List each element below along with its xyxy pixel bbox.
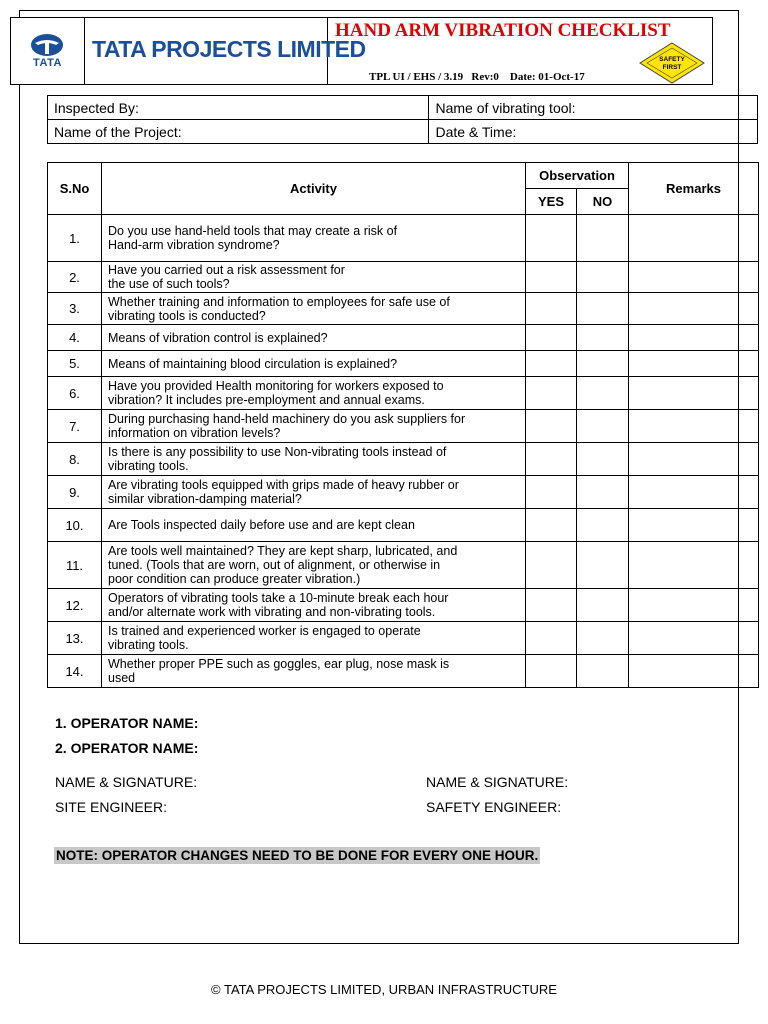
table-row: [48, 509, 759, 542]
row-activity: Means of vibration control is explained?: [102, 325, 526, 351]
row-remarks-cell[interactable]: [629, 377, 759, 410]
row-yes-cell[interactable]: [526, 410, 577, 443]
row-yes-cell[interactable]: [526, 293, 577, 325]
table-row: [48, 410, 759, 443]
row-yes-cell[interactable]: [526, 589, 577, 622]
table-row: [48, 542, 759, 589]
header-remarks: Remarks: [629, 163, 759, 215]
badge-line-1: SAFETY: [659, 56, 685, 63]
safety-signature-label: NAME & SIGNATURE:: [426, 774, 569, 790]
row-no-cell[interactable]: [577, 262, 629, 293]
row-no-cell[interactable]: [577, 293, 629, 325]
row-sno: 5.: [48, 351, 102, 377]
row-yes-cell[interactable]: [526, 443, 577, 476]
header-activity: Activity: [102, 163, 526, 215]
vibrating-tool-field[interactable]: Name of vibrating tool:: [429, 96, 758, 120]
row-activity: Is trained and experienced worker is engaged to operate vibrating tools.: [102, 622, 526, 655]
row-no-cell[interactable]: [577, 655, 629, 688]
checklist-title: HAND ARM VIBRATION CHECKLIST: [335, 20, 671, 41]
table-row: [48, 476, 759, 509]
row-activity: Is there is any possibility to use Non-vibrating tools instead of vibrating tools.: [102, 443, 526, 476]
tata-logo-icon: [29, 33, 65, 57]
company-name: TATA PROJECTS LIMITED: [92, 36, 366, 62]
document-reference: TPL UI / EHS / 3.19 Rev:0 Date: 01-Oct-17: [369, 71, 585, 83]
table-row: [48, 293, 759, 325]
row-activity: Are Tools inspected daily before use and are kept clean: [102, 509, 526, 542]
date-time-field[interactable]: Date & Time:: [429, 120, 758, 144]
header-yes: YES: [526, 189, 577, 215]
row-remarks-cell[interactable]: [629, 542, 759, 589]
row-sno: 1.: [48, 215, 102, 262]
row-no-cell[interactable]: [577, 215, 629, 262]
brand-mark-text: TATA: [33, 57, 62, 69]
project-name-field[interactable]: Name of the Project:: [48, 120, 429, 144]
row-no-cell[interactable]: [577, 377, 629, 410]
row-sno: 6.: [48, 377, 102, 410]
operator-1-label: 1. OPERATOR NAME:: [55, 715, 199, 731]
safety-engineer-label: SAFETY ENGINEER:: [426, 799, 562, 815]
logo-box: [11, 18, 85, 84]
table-row: [48, 655, 759, 688]
row-remarks-cell[interactable]: [629, 262, 759, 293]
row-remarks-cell[interactable]: [629, 589, 759, 622]
row-sno: 4.: [48, 325, 102, 351]
row-yes-cell[interactable]: [526, 325, 577, 351]
operator-2-label: 2. OPERATOR NAME:: [55, 740, 199, 756]
header-sno: S.No: [48, 163, 102, 215]
row-no-cell[interactable]: [577, 325, 629, 351]
row-remarks-cell[interactable]: [629, 351, 759, 377]
row-yes-cell[interactable]: [526, 215, 577, 262]
inspection-info-table: [47, 95, 758, 144]
table-row: [48, 325, 759, 351]
row-remarks-cell[interactable]: [629, 476, 759, 509]
site-engineer-label: SITE ENGINEER:: [55, 799, 168, 815]
badge-line-2: FIRST: [662, 64, 682, 71]
row-sno: 8.: [48, 443, 102, 476]
row-sno: 14.: [48, 655, 102, 688]
company-box: [84, 18, 366, 84]
row-no-cell[interactable]: [577, 509, 629, 542]
row-sno: 7.: [48, 410, 102, 443]
row-sno: 11.: [48, 542, 102, 589]
row-yes-cell[interactable]: [526, 476, 577, 509]
row-sno: 13.: [48, 622, 102, 655]
row-remarks-cell[interactable]: [629, 410, 759, 443]
document-header: [10, 17, 713, 85]
row-no-cell[interactable]: [577, 476, 629, 509]
table-row: [48, 377, 759, 410]
row-activity: Have you carried out a risk assessment for the use of such tools?: [102, 262, 526, 293]
row-no-cell[interactable]: [577, 622, 629, 655]
row-no-cell[interactable]: [577, 589, 629, 622]
row-sno: 10.: [48, 509, 102, 542]
row-remarks-cell[interactable]: [629, 215, 759, 262]
table-row: [48, 215, 759, 262]
header-no: NO: [577, 189, 629, 215]
row-sno: 9.: [48, 476, 102, 509]
row-activity: During purchasing hand-held machinery do you ask suppliers for information on vibration levels?: [102, 410, 526, 443]
table-row: [48, 443, 759, 476]
row-yes-cell[interactable]: [526, 351, 577, 377]
row-no-cell[interactable]: [577, 542, 629, 589]
row-activity: Do you use hand-held tools that may create a risk of Hand-arm vibration syndrome?: [102, 215, 526, 262]
row-remarks-cell[interactable]: [629, 622, 759, 655]
row-activity: Whether proper PPE such as goggles, ear plug, nose mask is used: [102, 655, 526, 688]
page-footer: © TATA PROJECTS LIMITED, URBAN INFRASTRUCTURE: [211, 982, 557, 997]
row-activity: Are vibrating tools equipped with grips made of heavy rubber or similar vibration-damping material?: [102, 476, 526, 509]
row-no-cell[interactable]: [577, 443, 629, 476]
row-no-cell[interactable]: [577, 351, 629, 377]
site-signature-label: NAME & SIGNATURE:: [55, 774, 198, 790]
row-activity: Whether training and information to employees for safe use of vibrating tools is conducted?: [102, 293, 526, 325]
header-observation: Observation: [526, 163, 629, 189]
row-yes-cell[interactable]: [526, 377, 577, 410]
row-sno: 2.: [48, 262, 102, 293]
row-activity: Have you provided Health monitoring for workers exposed to vibration? It includes pre-employment and annual exams.: [102, 377, 526, 410]
row-remarks-cell[interactable]: [629, 325, 759, 351]
row-remarks-cell[interactable]: [629, 655, 759, 688]
row-yes-cell[interactable]: [526, 542, 577, 589]
row-remarks-cell[interactable]: [629, 509, 759, 542]
row-activity: Are tools well maintained? They are kept sharp, lubricated, and tuned. (Tools that are worn, out of alignment, or otherwise in poor condition can produce greater vibration.): [102, 542, 526, 589]
checklist-table: [47, 162, 759, 688]
row-yes-cell[interactable]: [526, 622, 577, 655]
row-activity: Operators of vibrating tools take a 10-minute break each hour and/or alternate work with vibrating and non-vibrating tools.: [102, 589, 526, 622]
table-row: [48, 622, 759, 655]
table-row: [48, 351, 759, 377]
table-row: [48, 262, 759, 293]
row-yes-cell[interactable]: [526, 509, 577, 542]
row-yes-cell[interactable]: [526, 655, 577, 688]
inspected-by-field[interactable]: Inspected By:: [48, 96, 429, 120]
safety-first-badge-icon: [639, 42, 705, 84]
row-yes-cell[interactable]: [526, 262, 577, 293]
row-activity: Means of maintaining blood circulation is explained?: [102, 351, 526, 377]
row-remarks-cell[interactable]: [629, 293, 759, 325]
row-sno: 12.: [48, 589, 102, 622]
row-sno: 3.: [48, 293, 102, 325]
row-no-cell[interactable]: [577, 410, 629, 443]
operator-change-note: NOTE: OPERATOR CHANGES NEED TO BE DONE FOR EVERY ONE HOUR.: [56, 848, 539, 863]
table-row: [48, 589, 759, 622]
row-remarks-cell[interactable]: [629, 443, 759, 476]
